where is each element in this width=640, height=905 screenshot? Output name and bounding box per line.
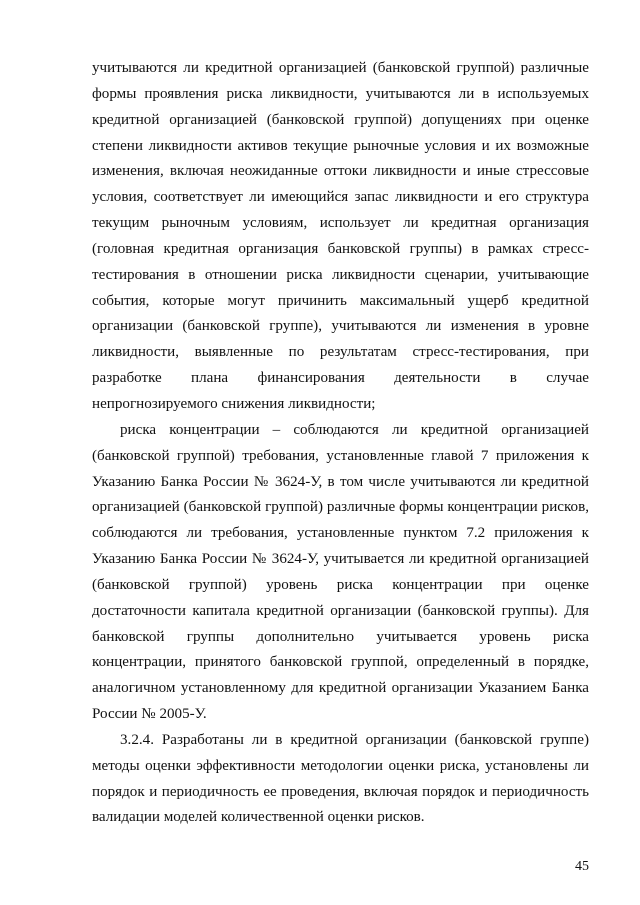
paragraph-concentration-risk: риска концентрации – соблюдаются ли кредитной организацией (банковской группой) требования, установленные главой 7 приложения к Указанию Банка России № 3624-У, в том числе учитываются ли кредитной организацией (банковской группой) различные формы концентрации рисков, соблюдаются ли требования, установленные пунктом 7.2 приложения к Указанию Банка России № 3624-У, учитывается ли кредитной организацией (банковской группой) уровень риска концентрации при оценке достаточности капитала кредитной организации (банковской группы). Для банковской группы дополнительно учитывается уровень риска концентрации, принятого банковской группой, определенный в порядке, аналогичном установленному для кредитной организации Указанием Банка России № 2005-У.: [92, 421, 589, 723]
paragraph-liquidity-risk: учитываются ли кредитной организацией (банковской группой) различные формы проявления риска ликвидности, учитываются ли в используемых кредитной организацией (банковской группой) допущениях при оценке степени ликвидности активов текущие рыночные условия и их возможные изменения, включая неожиданные оттоки ликвидности и иные стрессовые условия, соответствует ли имеющийся запас ликвидности и его структура текущим рыночным условиям, использует ли кредитная организация (головная кредитная организация банковской группы) в рамках стресс-тестирования в отношении риска ликвидности сценарии, учитывающие события, которые могут причинить максимальный ущерб кредитной организации (банковской группе), учитываются ли изменения в уровне ликвидности, выявленные по результатам стресс-тестирования, при разработке плана финансирования деятельности в случае непрогнозируемого снижения ликвидности;: [92, 60, 589, 412]
paragraph-3-2-4: 3.2.4. Разработаны ли в кредитной организации (банковской группе) методы оценки эффективности методологии оценки риска, установлены ли порядок и периодичность ее проведения, включая порядок и периодичность валидации моделей количественной оценки рисков.: [92, 731, 589, 826]
page-number: 45: [575, 859, 589, 874]
body-text: [92, 56, 589, 831]
